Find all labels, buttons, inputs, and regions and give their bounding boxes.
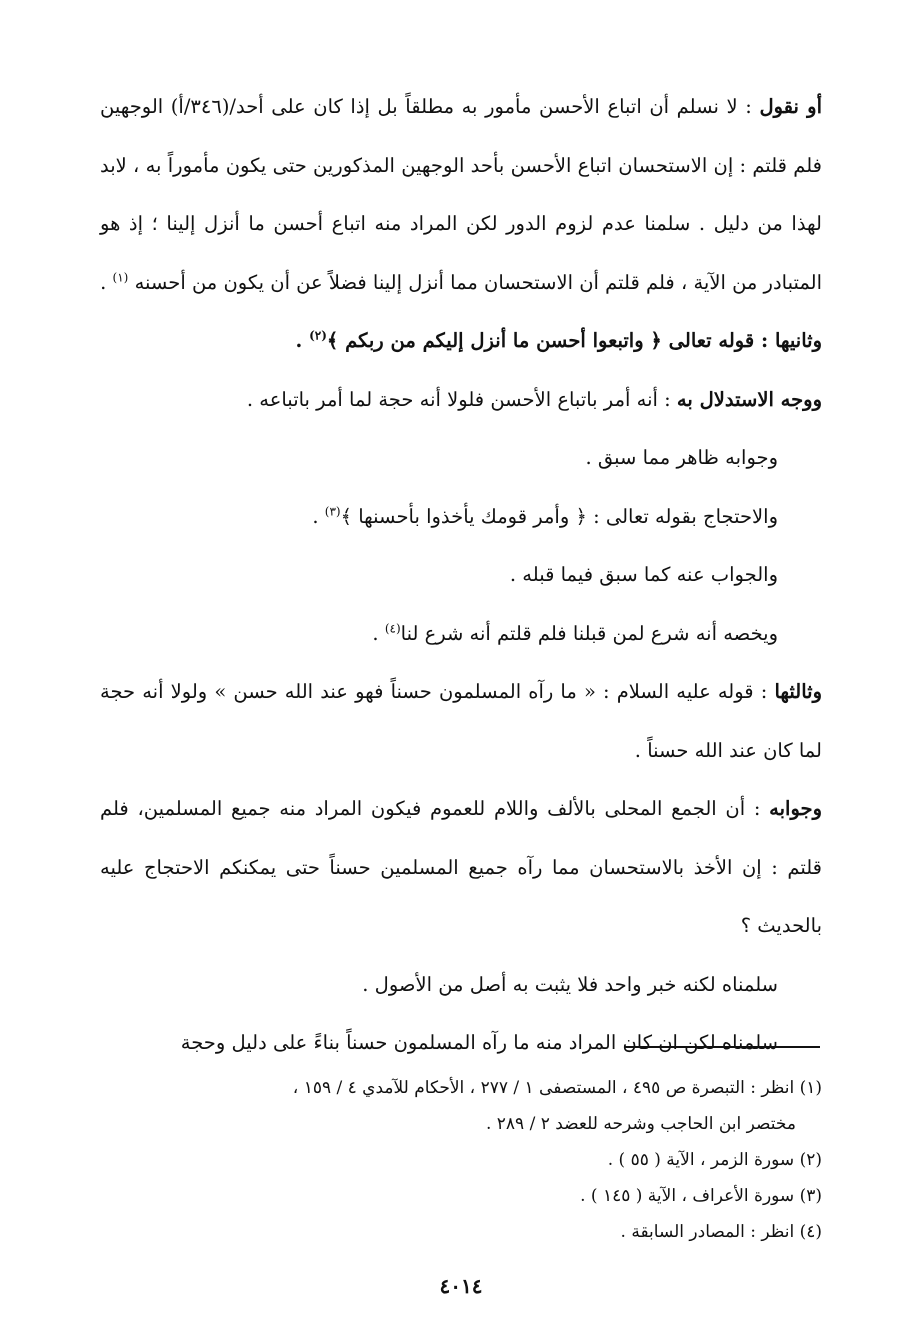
paragraph-text: سلمناه لكنه خبر واحد فلا يثبت به أصل من الأصول . <box>362 972 778 996</box>
paragraph-lead: ووجه الاستدلال به <box>676 387 822 411</box>
footnote-line: (١) انظر : التبصرة ص ٤٩٥ ، المستصفى ١ / ٢٧٧ ، الأحكام للآمدي ٤ / ١٥٩ ، <box>292 1078 822 1098</box>
page-number: ٤٠١٤ <box>439 1274 483 1298</box>
footnote-2 <box>100 1142 822 1178</box>
paragraph-text: ويخصه أنه شرع لمن قبلنا فلم قلتم أنه شرع لنا <box>400 621 778 645</box>
paragraph-text: سلمناه لكن ان كان المراد منه ما رآه المسلمون حسناً بناءً على دليل وحجة <box>180 1031 778 1054</box>
footnote-4 <box>100 1214 822 1250</box>
footnote-ref: (٢) <box>309 328 327 343</box>
paragraph-8 <box>100 663 822 780</box>
footnote-line: (٢) سورة الزمر ، الآية ( ٥٥ ) . <box>607 1150 822 1170</box>
footnote-ref: (٣) <box>324 504 341 518</box>
paragraph-9 <box>100 780 822 956</box>
paragraph-2 <box>100 312 822 371</box>
paragraph-1 <box>100 78 822 312</box>
footnote-ref: (١) <box>112 270 129 284</box>
paragraph-11 <box>100 1014 822 1073</box>
paragraph-lead: وثالثها <box>774 680 822 703</box>
main-text <box>100 78 822 1073</box>
paragraph-text: والاحتجاج بقوله تعالى : ﴿ وأمر قومك يأخذوا بأحسنها ﴾ <box>340 504 778 528</box>
footnotes <box>100 1070 822 1250</box>
footnote-3 <box>100 1178 822 1214</box>
paragraph-10 <box>100 956 822 1015</box>
paragraph-3 <box>100 371 822 430</box>
footnote-line: (٤) انظر : المصادر السابقة . <box>620 1222 822 1242</box>
paragraph-tail: . <box>295 329 310 352</box>
paragraph-text: : لا نسلم أن اتباع الأحسن مأمور به مطلقاً بل إذا كان على أحد/(٣٤٦/أ) الوجهين فلم قلتم : إن الاستحسان اتباع الأحسن بأحد الوجهين المذكورين حتى يكون مأموراً به ، لابد لهذا من دليل . سلمنا عدم لزوم الدور لكن المراد منه اتباع أحسن ما أنزل إلينا ؛ إذ هو المتبادر من الآية ، فلم قلتم أن الاستحسان مما أنزل إلينا فضلاً عن أن يكون من أحسنه <box>100 95 822 294</box>
paragraph-text: : أن الجمع المحلى بالألف واللام للعموم فيكون المراد منه جميع المسلمين، فلم قلتم : إن الأخذ بالاستحسان مما رآه جميع المسلمين حسناً حتى يمكنكم الاحتجاج عليه بالحديث ؟ <box>100 797 822 937</box>
paragraph-text: والجواب عنه كما سبق فيما قبله . <box>509 563 778 586</box>
paragraph-6 <box>100 546 822 605</box>
paragraph-tail: . <box>100 270 113 294</box>
paragraph-text: : أنه أمر باتباع الأحسن فلولا أنه حجة لما أمر باتباعه . <box>246 387 671 411</box>
footnote-line: مختصر ابن الحاجب وشرحه للعضد ٢ / ٢٨٩ . <box>485 1114 796 1134</box>
footnote-1-continued <box>100 1106 822 1142</box>
paragraph-5 <box>100 488 822 547</box>
footnote-separator <box>625 1046 820 1048</box>
footnote-ref: (٤) <box>384 621 401 635</box>
book-page <box>100 78 822 1318</box>
paragraph-lead: أو نقول <box>759 95 822 118</box>
paragraph-7 <box>100 605 822 664</box>
paragraph-text: : قوله تعالى ﴿ واتبعوا أحسن ما أنزل إليكم من ربكم ﴾ <box>326 329 769 352</box>
paragraph-tail: . <box>372 621 385 645</box>
paragraph-text: وجوابه ظاهر مما سبق . <box>585 446 778 469</box>
paragraph-tail: . <box>312 504 325 528</box>
paragraph-text: : قوله عليه السلام : « ما رآه المسلمون حسناً فهو عند الله حسن » ولولا أنه حجة لما كان عند الله حسناً . <box>100 680 822 762</box>
footnote-1 <box>100 1070 822 1106</box>
paragraph-4 <box>100 429 822 488</box>
footnote-line: (٣) سورة الأعراف ، الآية ( ١٤٥ ) . <box>580 1186 822 1206</box>
paragraph-lead: وجوابه <box>769 797 822 820</box>
paragraph-lead: وثانيها <box>774 329 822 352</box>
